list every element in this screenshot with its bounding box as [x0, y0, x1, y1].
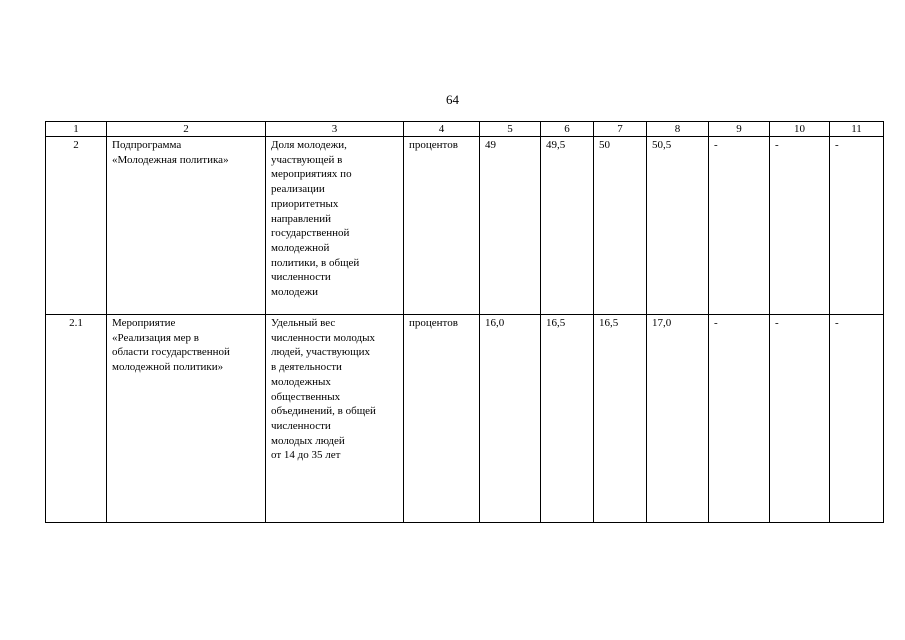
indicator-line: в деятельности: [271, 361, 342, 374]
column-header: 4: [404, 122, 480, 137]
program-name-line: Подпрограмма: [112, 139, 182, 151]
column-header: 6: [541, 122, 594, 137]
table-row: [46, 315, 884, 523]
indicator-line: людей, участвующих: [271, 346, 371, 359]
indicator-line: численности молодых: [271, 331, 376, 344]
table-header-row: [46, 122, 884, 137]
program-name-line: «Реализация мер в: [112, 331, 199, 344]
program-name-line: молодежной политики»: [112, 361, 224, 374]
indicator-line: направлений: [271, 212, 331, 225]
value-cell: -: [770, 315, 830, 523]
column-header: 3: [266, 122, 404, 137]
indicator-line: Доля молодежи,: [271, 139, 347, 151]
indicator-line: объединений, в общей: [271, 405, 376, 418]
value-cell: -: [830, 137, 884, 315]
indicator-cell: [266, 137, 404, 315]
indicator-line: участвующей в: [271, 153, 343, 166]
indicator-cell: [266, 315, 404, 523]
indicator-line: численности: [271, 419, 331, 432]
value-cell: 16,0: [480, 315, 541, 523]
program-name-cell: [107, 137, 266, 315]
indicator-line: молодежных: [271, 375, 331, 388]
program-name-line: области государственной: [112, 346, 230, 359]
indicator-line: молодежи: [271, 286, 318, 299]
indicator-line: молодежной: [271, 241, 330, 254]
row-number-cell: 2: [46, 137, 107, 315]
program-name-line: Мероприятие: [112, 317, 176, 329]
indicator-line: политики, в общей: [271, 256, 360, 269]
value-cell: 49: [480, 137, 541, 315]
indicator-table: [45, 121, 884, 523]
value-cell: -: [709, 315, 770, 523]
column-header: 9: [709, 122, 770, 137]
column-header: 11: [830, 122, 884, 137]
column-header: 10: [770, 122, 830, 137]
program-name-line: «Молодежная политика»: [112, 153, 229, 166]
column-header: 8: [647, 122, 709, 137]
value-cell: 16,5: [594, 315, 647, 523]
value-cell: -: [770, 137, 830, 315]
indicator-line: мероприятиях по: [271, 168, 352, 181]
column-header: 5: [480, 122, 541, 137]
value-cell: 16,5: [541, 315, 594, 523]
row-number-cell: 2.1: [46, 315, 107, 523]
value-cell: -: [709, 137, 770, 315]
value-cell: 50,5: [647, 137, 709, 315]
value-cell: -: [830, 315, 884, 523]
value-cell: 17,0: [647, 315, 709, 523]
column-header: 7: [594, 122, 647, 137]
column-header: 2: [107, 122, 266, 137]
indicator-line: численности: [271, 271, 331, 284]
page-number: 64: [446, 92, 459, 107]
indicator-line: молодых людей: [271, 434, 345, 447]
indicator-line: приоритетных: [271, 197, 339, 210]
unit-cell: процентов: [404, 137, 480, 315]
indicator-line: государственной: [271, 227, 350, 240]
value-cell: 49,5: [541, 137, 594, 315]
indicator-line: общественных: [271, 390, 341, 403]
value-cell: 50: [594, 137, 647, 315]
unit-cell: процентов: [404, 315, 480, 523]
table-row: [46, 137, 884, 315]
indicator-line: от 14 до 35 лет: [271, 449, 341, 462]
program-name-cell: [107, 315, 266, 523]
column-header: 1: [46, 122, 107, 137]
indicator-line: реализации: [271, 183, 325, 196]
indicator-line: Удельный вес: [271, 317, 336, 329]
